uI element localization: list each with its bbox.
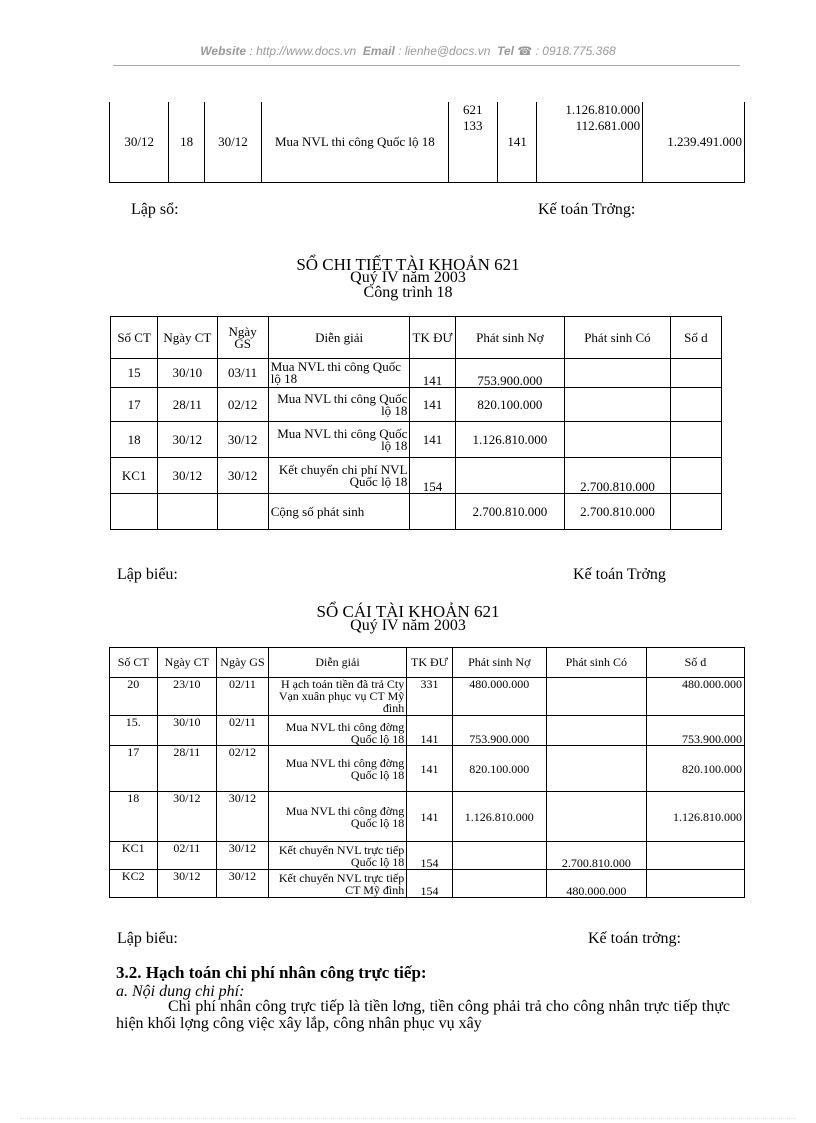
table-row	[111, 388, 722, 422]
cell-so: 20	[110, 678, 158, 716]
signature-left: Lập sổ:	[131, 201, 179, 218]
table-row	[110, 678, 745, 716]
table-row	[111, 458, 722, 494]
table-row	[110, 716, 745, 746]
cell-dg: Kết chuyển NVL trực tiếp CT Mỹ đình	[268, 870, 407, 898]
body-paragraph	[116, 998, 730, 1032]
cell-co: 2.700.810.000	[546, 842, 646, 870]
cell-tk: 141	[410, 359, 455, 388]
cell-ngay: 30/12	[158, 458, 217, 494]
col-so-du: Số d	[646, 648, 744, 678]
cell-no: 753.900.000	[452, 716, 546, 746]
amount-1: 1.126.810.000	[565, 102, 641, 117]
cell-gs: 30/12	[217, 870, 269, 898]
general-ledger-table	[109, 647, 745, 898]
section2-title: SỔ CÁI TÀI KHOẢN 621	[316, 602, 500, 621]
cell-tk: 154	[410, 458, 455, 494]
cell-co: 2.700.810.000	[565, 458, 671, 494]
cell-co	[546, 716, 646, 746]
col-dien-giai: Diễn giải	[268, 648, 407, 678]
table-row	[111, 422, 722, 458]
section2-subtitle1: Quý IV năm 2003	[350, 617, 466, 634]
cell-total-label: Cộng số phát sinh	[268, 494, 410, 530]
cell-so: 18	[111, 422, 158, 458]
cell-ngay: 23/10	[157, 678, 217, 716]
cell-tk-co: 141	[497, 102, 536, 182]
header-rule	[113, 65, 740, 66]
cell-gs: 02/12	[217, 746, 269, 792]
cell-so: KC1	[111, 458, 158, 494]
cell-so: KC2	[110, 870, 158, 898]
table-row	[111, 359, 722, 388]
cell-ngay: 30/10	[157, 716, 217, 746]
cell-co	[565, 388, 671, 422]
table-row	[110, 746, 745, 792]
cell-tk: 141	[410, 388, 455, 422]
tel-label: Tel	[497, 44, 514, 58]
cell-co	[546, 746, 646, 792]
col-dien-giai: Diễn giải	[268, 317, 410, 359]
cell-gs: 30/12	[217, 792, 269, 842]
tel-value: : 0918.775.368	[535, 44, 616, 58]
table-row	[110, 842, 745, 870]
col-ngay-ct: Ngày CT	[157, 648, 217, 678]
signature-right: Kế toán Trởng	[573, 566, 666, 583]
cell-ngay: 30/12	[157, 870, 217, 898]
cell-dg: Mua NVL thi công đờng Quốc lộ 18	[268, 746, 407, 792]
col-so-ct: Số CT	[111, 317, 158, 359]
table-row	[110, 870, 745, 898]
cell-no: 753.900.000	[455, 359, 565, 388]
cell-ngay: 02/11	[157, 842, 217, 870]
cell-no	[452, 870, 546, 898]
detail-ledger-table	[110, 316, 722, 530]
cell-dg: Mua NVL thi công Quốc lộ 18	[268, 388, 410, 422]
page-header	[0, 44, 816, 58]
col-ngay-gs: Ngày GS	[217, 648, 269, 678]
continuation-table	[109, 102, 745, 183]
cell-no: 820.100.000	[452, 746, 546, 792]
cell-ngay: 28/11	[158, 388, 217, 422]
section-subheading: a. Nội dung chi phí:	[116, 983, 245, 1000]
cell-sd	[670, 422, 721, 458]
cell-ngay: 18	[169, 102, 204, 182]
signature-right: Kế toán Trởng:	[538, 201, 636, 218]
tk-no-2: 133	[463, 118, 483, 133]
cell-dg: Mua NVL thi công Quốc lộ 18	[268, 422, 410, 458]
cell-tk: 141	[407, 746, 453, 792]
cell-sd: 753.900.000	[646, 716, 744, 746]
cell-sd	[646, 870, 744, 898]
tk-no-1: 621	[463, 102, 483, 117]
cell-dien-giai: Mua NVL thi công Quốc lộ 18	[262, 102, 448, 182]
cell-total-co: 2.700.810.000	[565, 494, 671, 530]
cell-sd	[670, 458, 721, 494]
header-row	[110, 648, 745, 678]
cell-no: 480.000.000	[452, 678, 546, 716]
cell-total: 1.239.491.000	[643, 102, 745, 182]
cell-tk: 141	[407, 716, 453, 746]
col-ps-no: Phát sinh Nợ	[455, 317, 565, 359]
cell-sd: 480.000.000	[646, 678, 744, 716]
cell-tk-no	[448, 102, 497, 182]
section1-subtitle1: Quý IV năm 2003	[350, 269, 466, 286]
cell-co	[546, 792, 646, 842]
cell-tk: 141	[410, 422, 455, 458]
signature-left: Lập biểu:	[117, 930, 178, 947]
cell-tk: 154	[407, 842, 453, 870]
col-ps-co: Phát sinh Có	[546, 648, 646, 678]
email-value: : lienhe@docs.vn	[398, 44, 491, 58]
cell-gs: 30/12	[217, 842, 269, 870]
col-ngay-gs: Ngày GS	[217, 317, 268, 359]
header-row	[111, 317, 722, 359]
cell-dg: Mua NVL thi công Quốc lộ 18	[268, 359, 410, 388]
cell-gs: 03/11	[217, 359, 268, 388]
cell-no: 820.100.000	[455, 388, 565, 422]
website-value: : http://www.docs.vn	[249, 44, 357, 58]
table-row	[110, 102, 745, 182]
cell-tk: 141	[407, 792, 453, 842]
cell-ngay: 28/11	[157, 746, 217, 792]
cell-dg: Kết chuyển chi phí NVL Quốc lộ 18	[268, 458, 410, 494]
cell-co	[546, 678, 646, 716]
cell-dg: Mua NVL thi công đờng Quốc lộ 18	[268, 792, 407, 842]
cell-sd: 820.100.000	[646, 746, 744, 792]
cell-so: 17	[111, 388, 158, 422]
cell-amounts	[537, 102, 643, 182]
signature-left: Lập biểu:	[117, 566, 178, 583]
cell-so: KC1	[110, 842, 158, 870]
cell-dg: Mua NVL thi công đờng Quốc lộ 18	[268, 716, 407, 746]
paragraph-text: Chi phí nhân công trực tiếp là tiền lơng, tiền công phải trả cho công nhân trực tiếp thực hiện khối lợng công việc xây lắp, công nhân phục vụ xây	[116, 998, 730, 1032]
cell-gs: 02/11	[217, 716, 269, 746]
cell-no	[455, 458, 565, 494]
table-row	[110, 792, 745, 842]
cell-no: 1.126.810.000	[455, 422, 565, 458]
col-ps-co: Phát sinh Có	[565, 317, 671, 359]
total-row	[111, 494, 722, 530]
website-label: Website	[200, 44, 247, 58]
cell-tk: 331	[407, 678, 453, 716]
cell-total-no: 2.700.810.000	[455, 494, 565, 530]
cell-dg: H ạch toán tiền đã trả Cty Vạn xuân phục vụ CT Mỹ đình	[268, 678, 407, 716]
cell-so: 18	[110, 792, 158, 842]
section1-title: SỔ CHI TIẾT TÀI KHOẢN 621	[296, 255, 520, 274]
footer-rule	[20, 1118, 796, 1119]
cell-tk: 154	[407, 870, 453, 898]
col-so-ct: Số CT	[110, 648, 158, 678]
cell-dg: Kết chuyển NVL trực tiếp Quốc lộ 18	[268, 842, 407, 870]
cell-ngay-gs: 30/12	[204, 102, 261, 182]
signature-right: Kế toán trởng:	[588, 930, 681, 947]
col-ngay-ct: Ngày CT	[158, 317, 217, 359]
cell-no: 1.126.810.000	[452, 792, 546, 842]
cell-sd	[670, 359, 721, 388]
cell-ngay: 30/12	[158, 422, 217, 458]
cell-sd	[670, 388, 721, 422]
cell-co	[565, 422, 671, 458]
email-label: Email	[362, 44, 395, 58]
amount-2: 112.681.000	[575, 118, 641, 133]
cell-sd: 1.126.810.000	[646, 792, 744, 842]
cell-gs: 02/12	[217, 388, 268, 422]
col-so-du: Số d	[670, 317, 721, 359]
cell-ngay: 30/12	[157, 792, 217, 842]
cell-so: 15	[111, 359, 158, 388]
cell-co	[565, 359, 671, 388]
cell-no	[452, 842, 546, 870]
cell-so: 17	[110, 746, 158, 792]
section1-subtitle2: Công trình 18	[363, 284, 453, 301]
cell-co: 480.000.000	[546, 870, 646, 898]
phone-icon: ☎	[517, 44, 533, 58]
col-tk-du: TK ĐƯ	[410, 317, 455, 359]
cell-gs: 30/12	[217, 422, 268, 458]
section-heading: 3.2. Hạch toán chi phí nhân công trực tiếp:	[116, 963, 427, 982]
col-tk-du: TK ĐƯ	[407, 648, 453, 678]
cell-so: 15.	[110, 716, 158, 746]
cell-so-ct: 30/12	[110, 102, 169, 182]
cell-gs: 02/11	[217, 678, 269, 716]
cell-ngay: 30/10	[158, 359, 217, 388]
cell-sd	[646, 842, 744, 870]
col-ps-no: Phát sinh Nợ	[452, 648, 546, 678]
cell-gs: 30/12	[217, 458, 268, 494]
